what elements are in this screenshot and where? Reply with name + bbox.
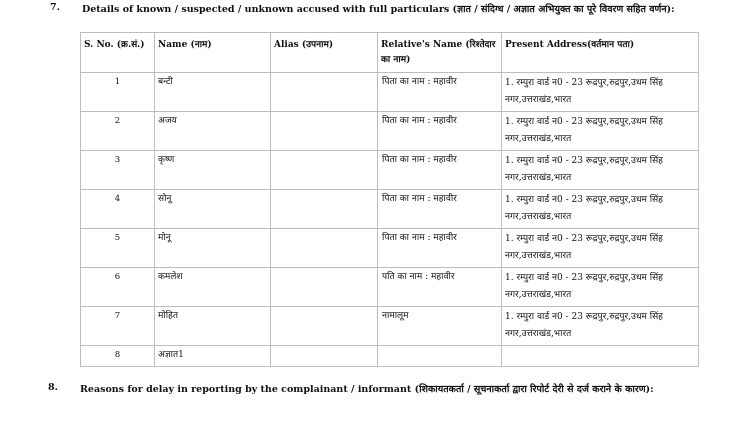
cell-sno: 6 (81, 268, 155, 307)
table-header-row (81, 33, 699, 73)
cell-relative: पिता का नाम : महावीर (378, 151, 502, 190)
cell-relative (378, 346, 502, 367)
cell-address: 1. रम्पुरा वार्ड न0 - 23 रूद्रपुर,रुद्रपुर,उधम सिंह नगर,उत्तराखंड,भारत (502, 151, 699, 190)
header-alias: Alias (उपनाम) (271, 33, 378, 73)
cell-alias (271, 73, 378, 112)
section-8-text: Reasons for delay in reporting by the complainant / informant (शिकायतकर्ता / सूचनाकर्ता द्वारा रिपोर्ट देरी से दर्ज कराने के कारण): (80, 384, 654, 395)
cell-address: 1. रम्पुरा वार्ड न0 - 23 रूद्रपुर,रुद्रपुर,उधम सिंह नगर,उत्तराखंड,भारत (502, 229, 699, 268)
cell-relative: पिता का नाम : महावीर (378, 190, 502, 229)
table-row (81, 346, 699, 367)
cell-name: मोनू (155, 229, 271, 268)
table-row (81, 112, 699, 151)
cell-alias (271, 268, 378, 307)
cell-address: 1. रम्पुरा वार्ड न0 - 23 रूद्रपुर,रुद्रपुर,उधम सिंह नगर,उत्तराखंड,भारत (502, 190, 699, 229)
table-row (81, 268, 699, 307)
cell-sno: 7 (81, 307, 155, 346)
table-row (81, 73, 699, 112)
cell-alias (271, 346, 378, 367)
cell-relative: पिता का नाम : महावीर (378, 73, 502, 112)
accused-details-table (80, 32, 699, 367)
section-7-text: Details of known / suspected / unknown accused with full particulars (ज्ञात / संदिग्ध / अज्ञात अभियुक्त का पूरे विवरण सहित वर्णन): (82, 4, 675, 15)
cell-name: मोहित (155, 307, 271, 346)
cell-relative: पिता का नाम : महावीर (378, 112, 502, 151)
cell-sno: 1 (81, 73, 155, 112)
cell-name: कृष्ण (155, 151, 271, 190)
header-address: Present Address(वर्तमान पता) (502, 33, 699, 73)
table-row (81, 229, 699, 268)
cell-alias (271, 190, 378, 229)
table-row (81, 190, 699, 229)
cell-name: कमलेश (155, 268, 271, 307)
cell-name: सोनू (155, 190, 271, 229)
table-row (81, 307, 699, 346)
header-name: Name (नाम) (155, 33, 271, 73)
cell-name: अज्ञात1 (155, 346, 271, 367)
cell-address: 1. रम्पुरा वार्ड न0 - 23 रूद्रपुर,रुद्रपुर,उधम सिंह नगर,उत्तराखंड,भारत (502, 112, 699, 151)
cell-alias (271, 112, 378, 151)
cell-address (502, 346, 699, 367)
cell-sno: 5 (81, 229, 155, 268)
section-7-number: 7. (50, 2, 60, 13)
cell-sno: 8 (81, 346, 155, 367)
section-8-number: 8. (48, 382, 58, 393)
cell-address: 1. रम्पुरा वार्ड न0 - 23 रूद्रपुर,रुद्रपुर,उधम सिंह नगर,उत्तराखंड,भारत (502, 307, 699, 346)
cell-name: बन्टी (155, 73, 271, 112)
accused-rows (81, 73, 699, 367)
header-sno: S. No. (क्र.सं.) (81, 33, 155, 73)
cell-relative: पिता का नाम : महावीर (378, 229, 502, 268)
cell-alias (271, 229, 378, 268)
cell-sno: 3 (81, 151, 155, 190)
header-relative: Relative's Name (रिश्तेदार का नाम) (378, 33, 502, 73)
cell-sno: 4 (81, 190, 155, 229)
cell-alias (271, 151, 378, 190)
cell-address: 1. रम्पुरा वार्ड न0 - 23 रूद्रपुर,रुद्रपुर,उधम सिंह नगर,उत्तराखंड,भारत (502, 73, 699, 112)
cell-sno: 2 (81, 112, 155, 151)
cell-address: 1. रम्पुरा वार्ड न0 - 23 रूद्रपुर,रुद्रपुर,उधम सिंह नगर,उत्तराखंड,भारत (502, 268, 699, 307)
table-row (81, 151, 699, 190)
cell-relative: नामालूम (378, 307, 502, 346)
cell-name: अजय (155, 112, 271, 151)
cell-relative: पति का नाम : महावीर (378, 268, 502, 307)
cell-alias (271, 307, 378, 346)
